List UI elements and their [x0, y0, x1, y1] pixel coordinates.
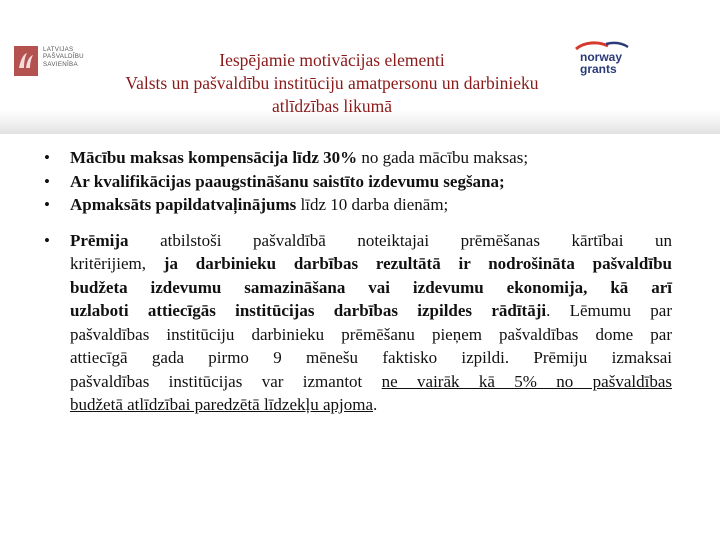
item-bold-text: Ar kvalifikācijas paaugstināšanu saistīto izdevumu segšana;: [70, 171, 505, 191]
list-item: [44, 193, 672, 217]
paragraph-line: [70, 370, 672, 394]
item-bold-text: Mācību maksas kompensācija līdz 30%: [70, 148, 358, 167]
lps-emblem-graphic: [14, 46, 38, 76]
latvian-municipalities-union-logo: [14, 46, 84, 76]
bonus-bold-text: uzlaboti attiecīgās institūcijas darbības izpildes rādītāji: [70, 301, 547, 320]
title-line: Iespējamie motivācijas elementi: [219, 50, 445, 70]
paragraph-line: [70, 393, 672, 417]
list-item: [44, 170, 672, 194]
paragraph-line: [70, 276, 672, 300]
bonus-text: attiecīgā gada pirmo 9 mēnešu faktisko izpildi. Prēmiju izmaksai: [70, 348, 672, 367]
lps-logo-line: LATVIJAS: [43, 46, 74, 53]
norway-grants-text: [580, 51, 622, 75]
norway-logo-line: norway: [580, 50, 623, 64]
bullet-icon: •: [44, 195, 50, 214]
paragraph-line: [70, 252, 672, 276]
bullet-icon: •: [44, 171, 50, 191]
bonus-text: .: [373, 395, 378, 414]
item-text: līdz 10 darba dienām;: [296, 195, 449, 214]
lps-logo-text: [43, 46, 87, 68]
title-line: Valsts un pašvaldību institūciju amatpersonu un darbinieku: [125, 73, 539, 93]
bonus-text: atbilstoši pašvaldībā noteiktajai prēmēšanas kārtībai un: [128, 230, 672, 250]
bullet-icon: •: [44, 230, 50, 250]
bonus-bold-text: Prēmija: [70, 230, 129, 250]
paragraph-line: [70, 323, 672, 347]
lps-logo-line: SAVIENĪBA: [43, 60, 78, 68]
bonus-text: kritērijiem,: [70, 254, 164, 273]
paragraph-line: [70, 229, 672, 253]
paragraph-line: [70, 299, 672, 323]
bonus-text: pašvaldības institūciju darbinieku prēmēšanu pieņem pašvaldības dome par: [70, 324, 672, 344]
bonus-text: pašvaldības institūcijas var izmantot: [70, 371, 382, 391]
spacer: [44, 217, 672, 229]
page-title: [84, 49, 580, 118]
lps-emblem-icon: [14, 46, 38, 76]
bonus-underlined-text: budžetā atlīdzībai paredzētā līdzekļu apjoma: [70, 395, 374, 414]
slide-content: [44, 146, 672, 417]
item-text: no gada mācību maksas;: [357, 148, 529, 167]
lps-logo-line: PAŠVALDĪBU: [43, 53, 84, 61]
bonus-underlined-text: ne vairāk kā 5% no pašvaldības: [381, 371, 672, 391]
bullet-icon: •: [44, 148, 50, 167]
norway-grants-logo: [572, 40, 636, 80]
slide-header: [0, 0, 720, 134]
list-item: [44, 146, 672, 170]
item-bold-text: Apmaksāts papildatvaļinājums: [70, 195, 297, 214]
bonus-bold-text: ja darbinieku darbības rezultātā ir nodrošināta pašvaldību: [163, 254, 672, 273]
paragraph-line: [70, 346, 672, 370]
norway-logo-line: grants: [580, 62, 617, 76]
bonus-paragraph: [44, 229, 672, 417]
bonus-text: . Lēmumu par: [546, 301, 672, 320]
title-line: atlīdzības likumā: [271, 96, 393, 116]
bonus-bold-text: budžeta izdevumu samazināšana vai izdevumu ekonomija, kā arī: [70, 277, 672, 297]
